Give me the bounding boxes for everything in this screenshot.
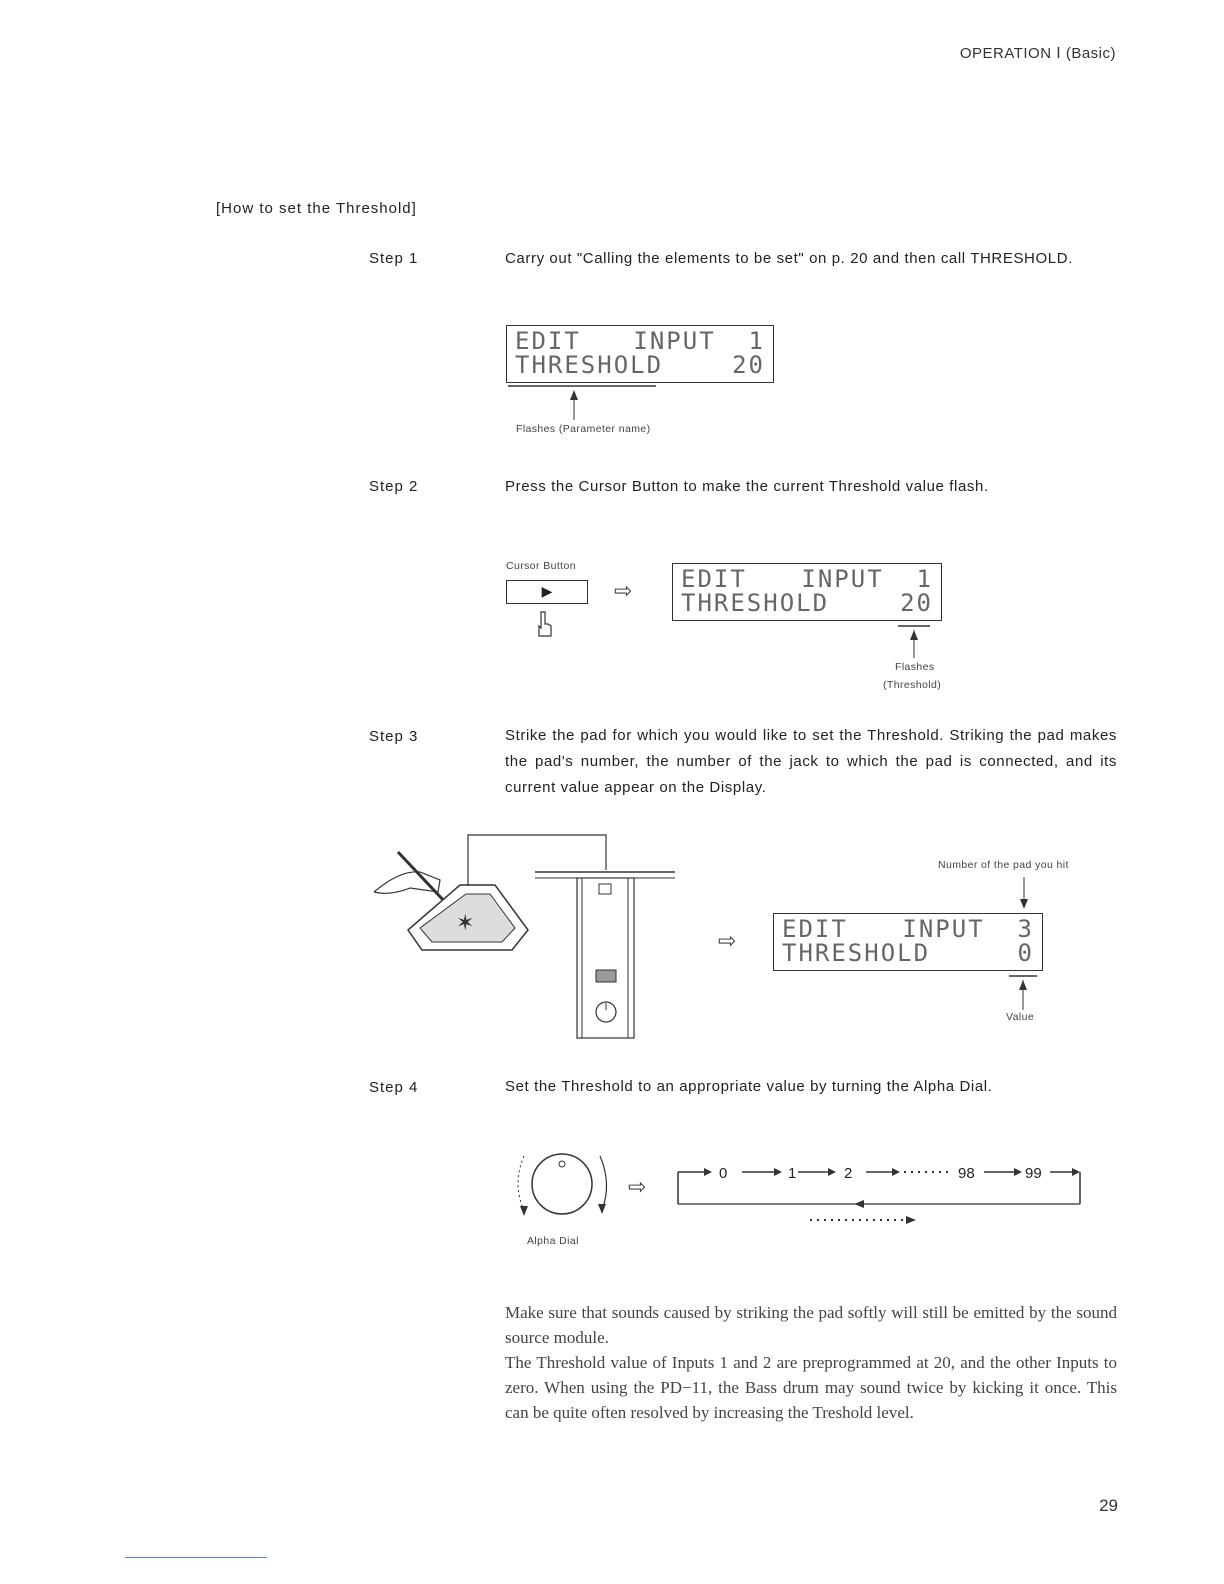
step3-next-arrow-icon: ⇨ (718, 928, 737, 953)
lcd2-line2-right: 20 (900, 589, 933, 617)
cursor-button-label: Cursor Button (506, 560, 576, 572)
seq-value-0: 0 (719, 1165, 728, 1182)
lcd2-line1-left: EDIT (681, 565, 747, 593)
lcd-display-3 (773, 913, 1043, 971)
alpha-dial-label: Alpha Dial (527, 1235, 579, 1247)
page-header: OPERATION Ⅰ (Basic) (959, 45, 1116, 62)
lcd2-line1-right: INPUT 1 (801, 565, 933, 593)
lcd3-caption-top: Number of the pad you hit (938, 859, 1069, 871)
lcd3-line2-left: THRESHOLD (782, 939, 931, 967)
lcd-display-1 (506, 325, 774, 383)
lcd3-line2-right: 0 (1017, 939, 1034, 967)
pad-and-module-illustration (370, 830, 690, 1045)
seq-value-98: 98 (958, 1165, 975, 1182)
step-1-text: Carry out "Calling the elements to be set" on p. 20 and then call THRESHOLD. (505, 250, 1073, 267)
lcd3-top-pointer (1017, 875, 1031, 911)
step-4-text: Set the Threshold to an appropriate value by turning the Alpha Dial. (505, 1078, 993, 1095)
step-2-label: Step 2 (369, 478, 419, 495)
step2-next-arrow-icon: ⇨ (614, 578, 633, 603)
seq-value-2: 2 (844, 1165, 853, 1182)
svg-text:✶: ✶ (456, 911, 475, 936)
step-1-label: Step 1 (369, 250, 419, 267)
lcd3-value-pointer (1005, 972, 1041, 1012)
lcd1-line1-right: INPUT 1 (633, 327, 765, 355)
lcd3-line1-right: INPUT 3 (902, 915, 1034, 943)
section-title: [How to set the Threshold] (216, 200, 417, 217)
step-2-text: Press the Cursor Button to make the current Threshold value flash. (505, 478, 989, 495)
note-paragraph-2: The Threshold value of Inputs 1 and 2 are preprogrammed at 20, and the other Inputs to zero. When using the PD−11, the Bass drum may sound twice by kicking it once. This can be quite often resolved by increasing the Treshold level. (505, 1353, 1117, 1422)
alpha-dial-icon[interactable] (508, 1148, 618, 1228)
page-number: 29 (1099, 1496, 1118, 1515)
step4-next-arrow-icon: ⇨ (628, 1174, 647, 1199)
note-block (505, 1300, 1117, 1425)
footer-divider (125, 1557, 267, 1558)
lcd2-caption-1: Flashes (895, 661, 935, 673)
lcd1-flash-pointer (506, 384, 666, 424)
lcd1-line1-left: EDIT (515, 327, 581, 355)
lcd2-caption-2: (Threshold) (883, 679, 942, 691)
note-paragraph-1: Make sure that sounds caused by striking the pad softly will still be emitted by the sound source module. (505, 1303, 1117, 1347)
seq-value-99: 99 (1025, 1165, 1042, 1182)
step-3-label: Step 3 (369, 728, 419, 745)
lcd2-flash-pointer (890, 622, 940, 660)
lcd1-caption: Flashes (Parameter name) (516, 423, 651, 435)
cursor-right-icon: ▶ (541, 583, 553, 599)
pointing-finger-icon (536, 610, 554, 640)
step-3-text: Strike the pad for which you would like to set the Threshold. Striking the pad makes the pad's number, the number of the jack to which the pad is connected, and its current value appear on the Display. (505, 727, 1117, 796)
lcd2-line2-left: THRESHOLD (681, 589, 830, 617)
seq-value-1: 1 (788, 1165, 797, 1182)
lcd-display-2 (672, 563, 942, 621)
lcd1-line2-left: THRESHOLD (515, 351, 664, 379)
cursor-button[interactable] (506, 580, 588, 604)
step-4-label: Step 4 (369, 1079, 419, 1096)
lcd3-caption-bottom: Value (1006, 1011, 1035, 1023)
lcd1-line2-right: 20 (732, 351, 765, 379)
lcd3-line1-left: EDIT (782, 915, 848, 943)
